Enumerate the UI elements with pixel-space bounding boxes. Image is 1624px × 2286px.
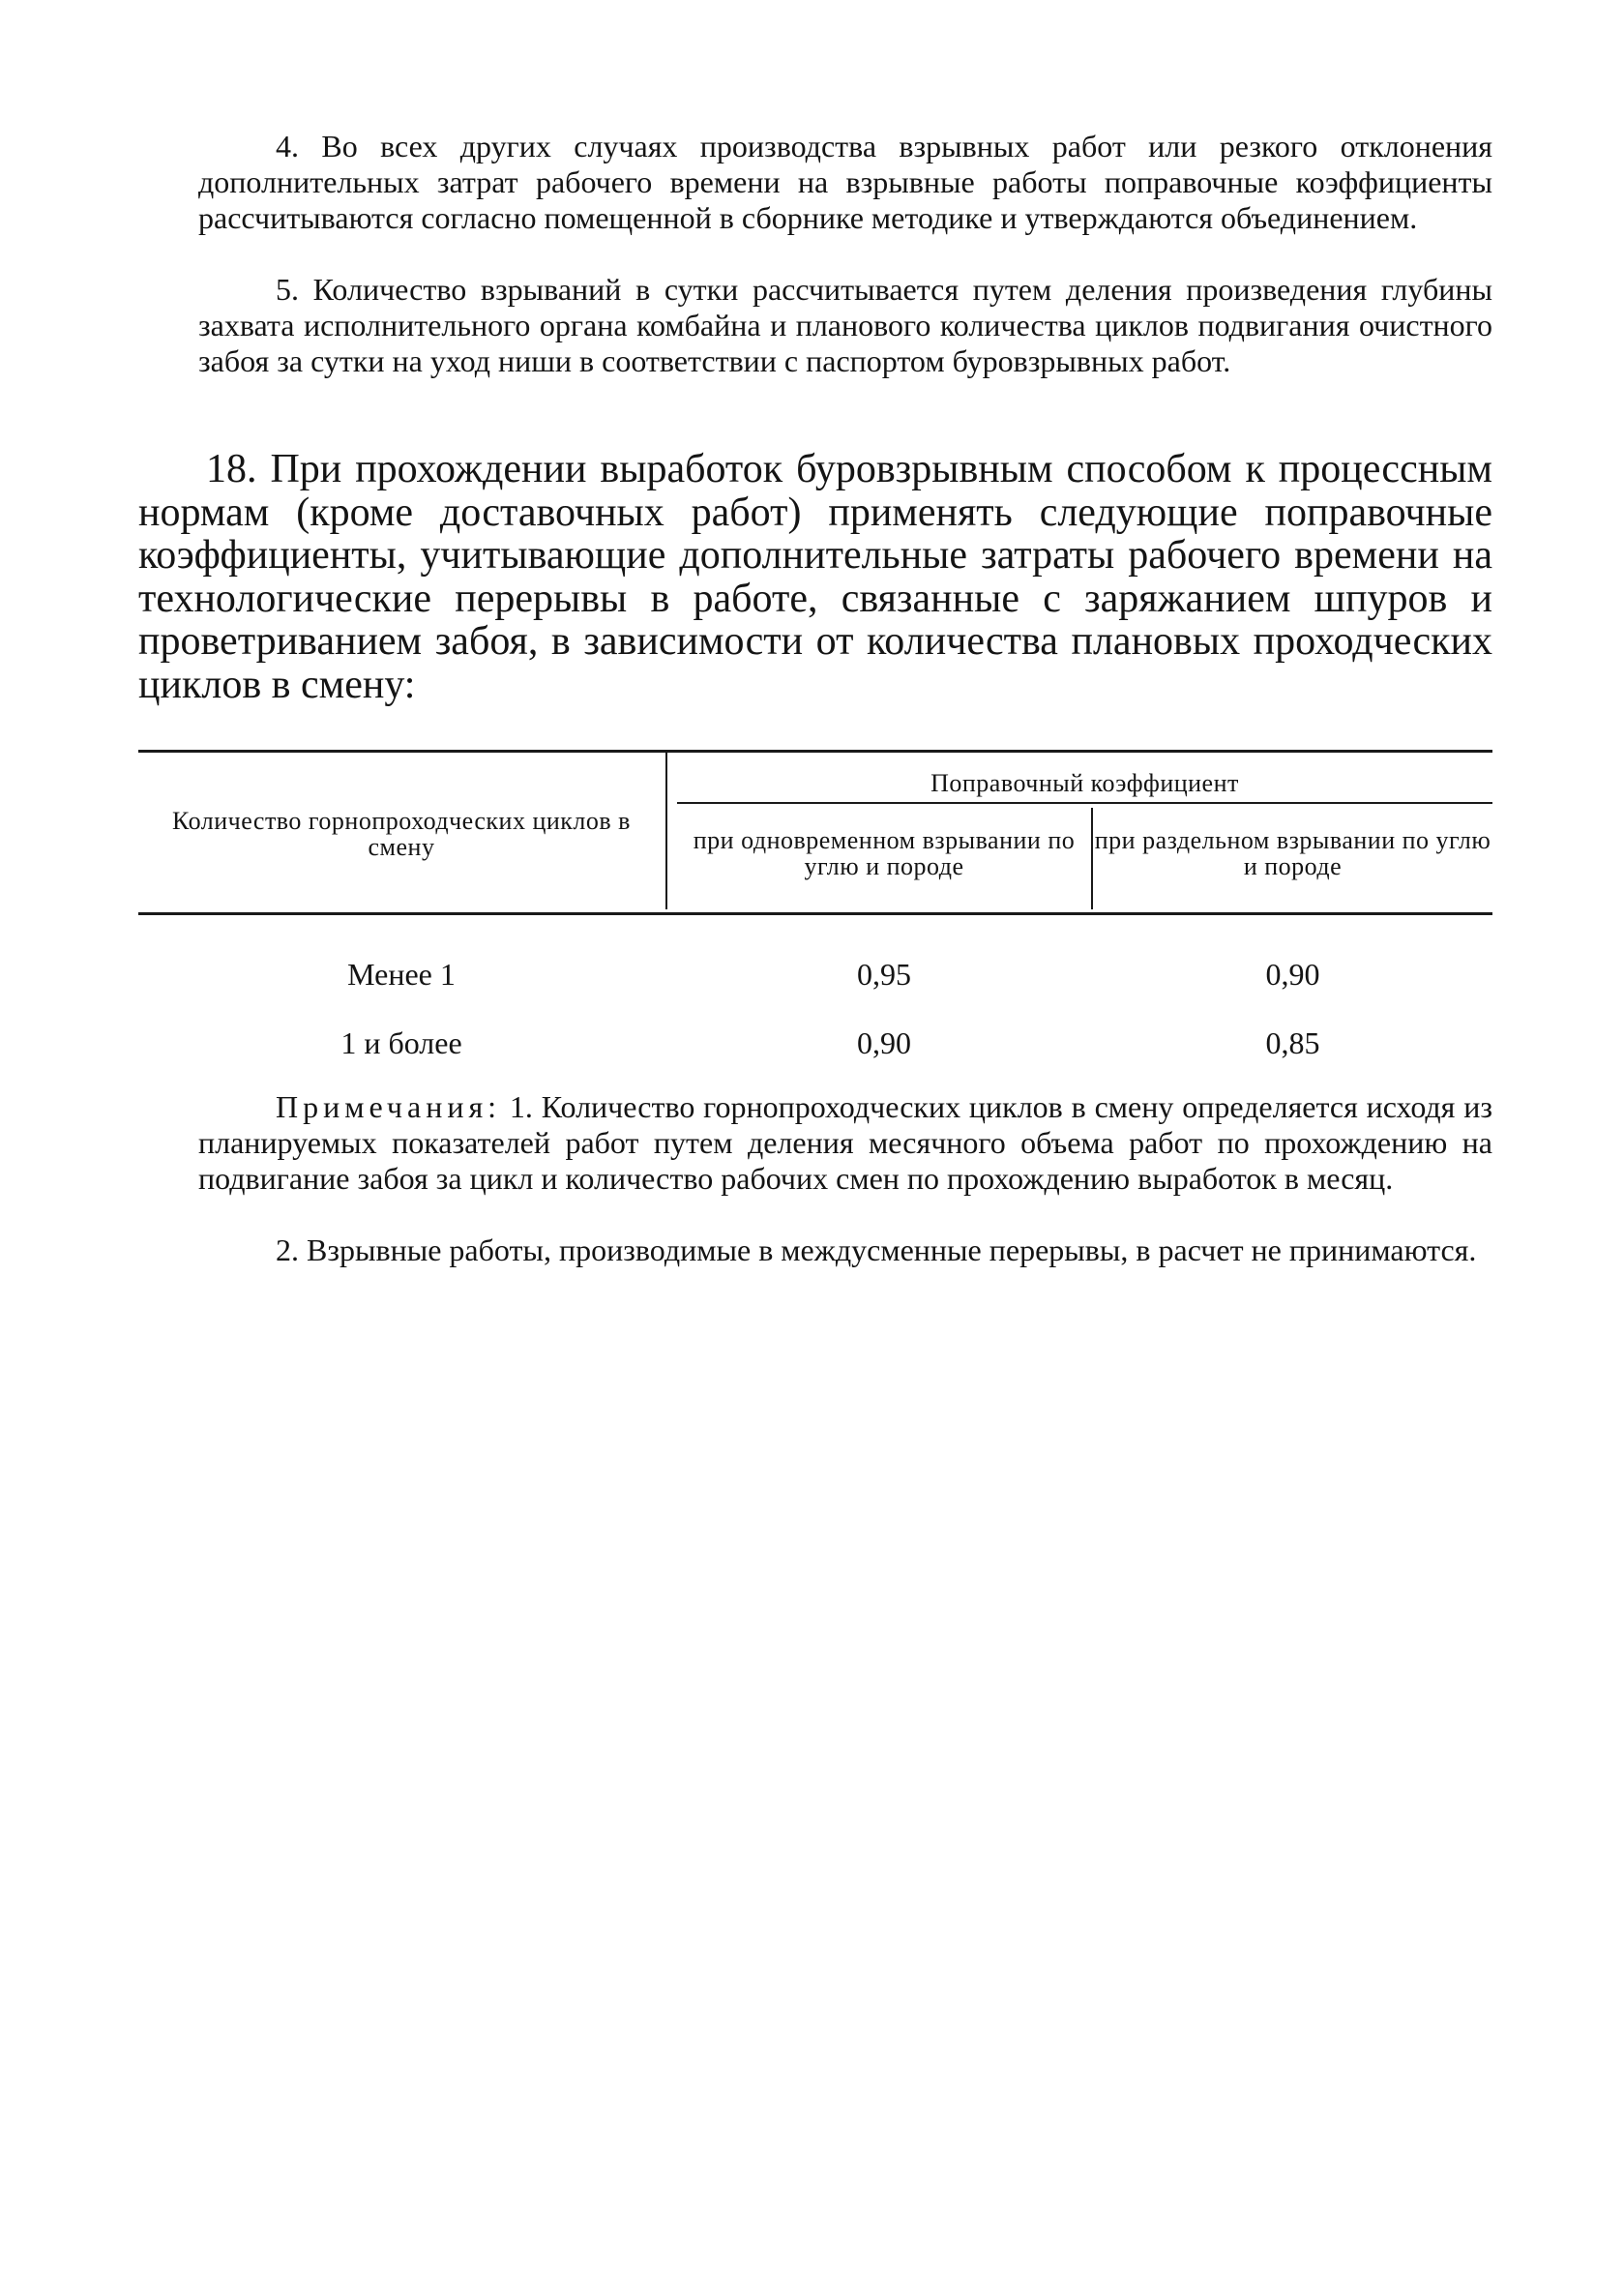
table-top-rule	[138, 750, 1492, 753]
header-coefficient: Поправочный коэффициент	[930, 769, 1239, 797]
header-simultaneous: при одновременном взрывании по углю и породе	[693, 826, 1076, 880]
table-header-rule	[138, 912, 1492, 915]
header-separate: при раздельном взрывании по углю и породе	[1094, 826, 1491, 880]
remark-1-text: 1. Количество горнопроходческих циклов в смену определяется исходя из планируемых показателей работ путем деления месячного объема работ по прохождению на подвигание забоя за цикл и количество рабочих смен по прохождению выработок в месяц.	[198, 1089, 1492, 1196]
remark-2-paragraph: 2. Взрывные работы, производимые в междусменные перерывы, в расчет не принимаются.	[276, 1232, 1477, 1267]
table-subheader-rule	[677, 802, 1492, 804]
note-5-paragraph: 5. Количество взрываний в сутки рассчитывается путем деления произведения глубины захвата исполнительного органа комбайна и планового количества циклов подвигания очистного забоя за сутки на уход ниши в соответствии с паспортом буровзрывных работ.	[198, 272, 1492, 378]
table-cell-simultaneous: 0,90	[857, 1025, 911, 1060]
table-cell-cycles: Менее 1	[347, 957, 456, 992]
remark-1-paragraph	[198, 1089, 1492, 1197]
table-cell-cycles: 1 и более	[340, 1025, 462, 1060]
table-cell-separate: 0,90	[1265, 957, 1320, 992]
note-4-paragraph: 4. Во всех других случаях производства взрывных работ или резкого отклонения дополнительных затрат рабочего времени на взрывные работы поправочные коэффициенты рассчитываются согласно помещенной в сборнике методике и утверждаются объединением.	[198, 129, 1492, 235]
table-column-divider	[665, 753, 667, 909]
remarks-label: Примечания:	[276, 1089, 502, 1124]
header-cycles: Количество горнопроходческих циклов в смену	[172, 807, 631, 861]
table-cell-simultaneous: 0,95	[857, 957, 911, 992]
table-cell-separate: 0,85	[1265, 1025, 1320, 1060]
paragraph-18: 18. При прохождении выработок буровзрывным способом к процессным нормам (кроме доставочных работ) применять следующие поправочные коэффициенты, учитывающие дополнительные затраты рабочего времени на технологические перерывы в работе, связанные с заряжанием шпуров и проветриванием забоя, в зависимости от количества плановых проходческих циклов в смену:	[138, 447, 1492, 707]
